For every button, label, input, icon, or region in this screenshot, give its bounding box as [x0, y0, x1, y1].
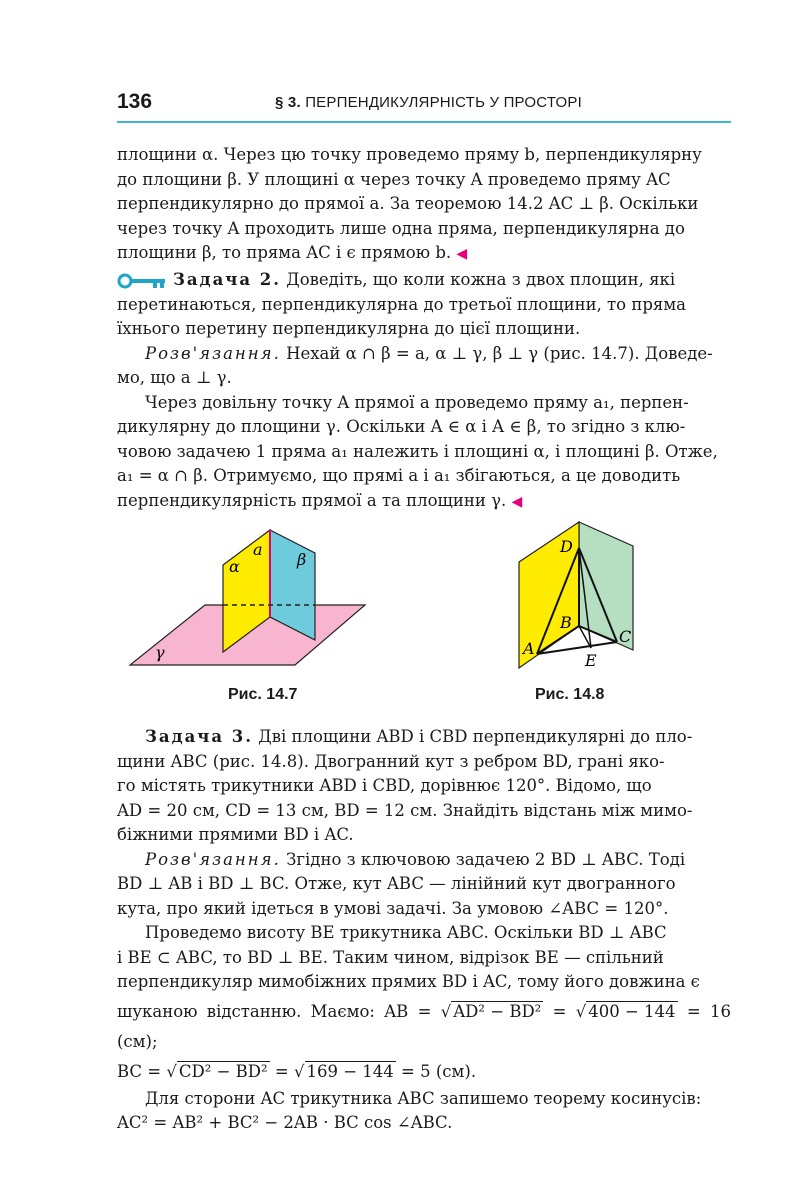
text-line: до площини β. У площині α через точку A проведемо пряму AC	[117, 169, 671, 189]
task-2-statement: Задача 2. Доведіть, що коли кожна з двох площин, які	[117, 268, 731, 293]
page-number: 136	[117, 90, 153, 113]
formula-ab: шуканою відстанню. Маємо: AB = √ AD² − BD² = √ 400 − 144 = 16 (см);	[117, 1001, 731, 1051]
text-line: a₁ = α ∩ β. Отримуємо, що прямі a і a₁ збігаються, а це доводить	[117, 466, 681, 485]
text-line: перпендикулярно до прямої a. За теоремою 14.2 AC ⊥ β. Оскільки	[117, 194, 699, 213]
text-line: AD = 20 см, CD = 13 см, BD = 12 см. Знайдіть відстань між мимо-	[117, 800, 693, 820]
text-line: через точку A проходить лише одна пряма, перпендикулярна до	[117, 218, 685, 238]
task-3-label: Задача 3.	[145, 727, 254, 746]
formula-cosine-law: AC² = AB² + BC² − 2AB · BC cos ∠ABC.	[117, 1113, 453, 1132]
figure-14-7	[125, 520, 375, 675]
header-rule	[117, 121, 731, 123]
label-b: B	[560, 613, 572, 632]
section-mark: § 3.	[275, 94, 301, 111]
paragraph-intro	[117, 143, 731, 267]
text-line: і BE ⊂ ABC, то BD ⊥ BE. Таким чином, відрізок BE — спільний	[117, 947, 664, 967]
key-icon	[117, 273, 167, 289]
label-gamma: γ	[155, 643, 165, 662]
end-of-proof-icon: ◀	[456, 246, 468, 262]
label-e: E	[585, 651, 597, 670]
page-header	[117, 90, 731, 124]
task-2	[117, 268, 731, 514]
task-3	[117, 725, 731, 1136]
formula-bc: BC = √ CD² − BD² = √ 169 − 144 = 5 (см).	[117, 1061, 477, 1081]
text-line: перпендикуляр мимобіжних прямих BD і AC, тому його довжина є	[117, 972, 700, 991]
sqrt-expression: AD² − BD²	[453, 1001, 542, 1021]
text-line: BD ⊥ AB і BD ⊥ BC. Отже, кут ABC — лінійний кут двогранного	[117, 874, 676, 893]
text-line: кута, про який ідеться в умові задачі. За умовою ∠ABC = 120°.	[117, 898, 669, 918]
text-line: площини α. Через цю точку проведемо пряму b, перпендикулярну	[117, 145, 702, 164]
text-line: мо, що a ⊥ γ.	[117, 368, 232, 387]
text-line: го містять трикутники ABD і CBD, дорівнює 120°. Відомо, що	[117, 776, 652, 795]
sqrt-expression: 169 − 144	[306, 1061, 394, 1081]
solution-label: Розв'язання.	[145, 849, 281, 869]
section-title: ПЕРПЕНДИКУЛЯРНІСТЬ У ПРОСТОРІ	[305, 94, 582, 111]
label-c: C	[619, 627, 632, 646]
figure-14-8	[515, 518, 645, 678]
text-line: перпендикулярність прямої a та площини γ. ◀	[117, 490, 523, 510]
label-a: A	[523, 639, 535, 658]
text-line: Розв'язання. Згідно з ключовою задачею 2 BD ⊥ ABC. Тоді	[145, 849, 686, 869]
solution-label: Розв'язання.	[145, 343, 281, 363]
text-line: перетинаються, перпендикулярна до третьої площини, то пряма	[117, 294, 687, 314]
label-d: D	[560, 537, 573, 556]
text-line: Проведемо висоту BE трикутника ABC. Оскільки BD ⊥ ABC	[145, 923, 667, 942]
text-line: площини β, то пряма AC і є прямою b. ◀	[117, 243, 468, 262]
sqrt-expression: CD² − BD²	[178, 1061, 268, 1081]
task-2-label: Задача 2.	[173, 270, 282, 289]
text-line: Розв'язання. Нехай α ∩ β = a, α ⊥ γ, β ⊥ γ (рис. 14.7). Доведе-	[145, 343, 713, 363]
sqrt-expression: 400 − 144	[588, 1001, 676, 1021]
label-a: a	[253, 540, 263, 559]
text-line: Для сторони AC трикутника ABC запишемо теорему косинусів:	[145, 1088, 702, 1108]
text-line: біжними прямими BD і AC.	[117, 825, 354, 844]
text-line: Через довільну точку A прямої a проведемо пряму a₁, перпен-	[145, 392, 689, 412]
text-line: дикулярну до площини γ. Оскільки A ∈ α і A ∈ β, то згідно з клю-	[117, 417, 686, 436]
label-beta: β	[297, 550, 307, 569]
task-3-statement: Задача 3. Дві площини ABD і CBD перпендикулярні до пло-	[145, 727, 693, 746]
label-alpha: α	[229, 557, 240, 576]
figure-14-7-caption: Рис. 14.7	[228, 686, 298, 703]
figure-14-8-caption: Рис. 14.8	[535, 686, 605, 703]
running-head	[275, 94, 582, 111]
text-line: їхнього перетину перпендикулярна до цієї площини.	[117, 319, 581, 338]
text-line: щини ABC (рис. 14.8). Двогранний кут з ребром BD, грані яко-	[117, 751, 665, 771]
end-of-proof-icon: ◀	[511, 493, 523, 510]
text-line: човою задачею 1 пряма a₁ належить і площині α, і площині β. Отже,	[117, 441, 718, 461]
